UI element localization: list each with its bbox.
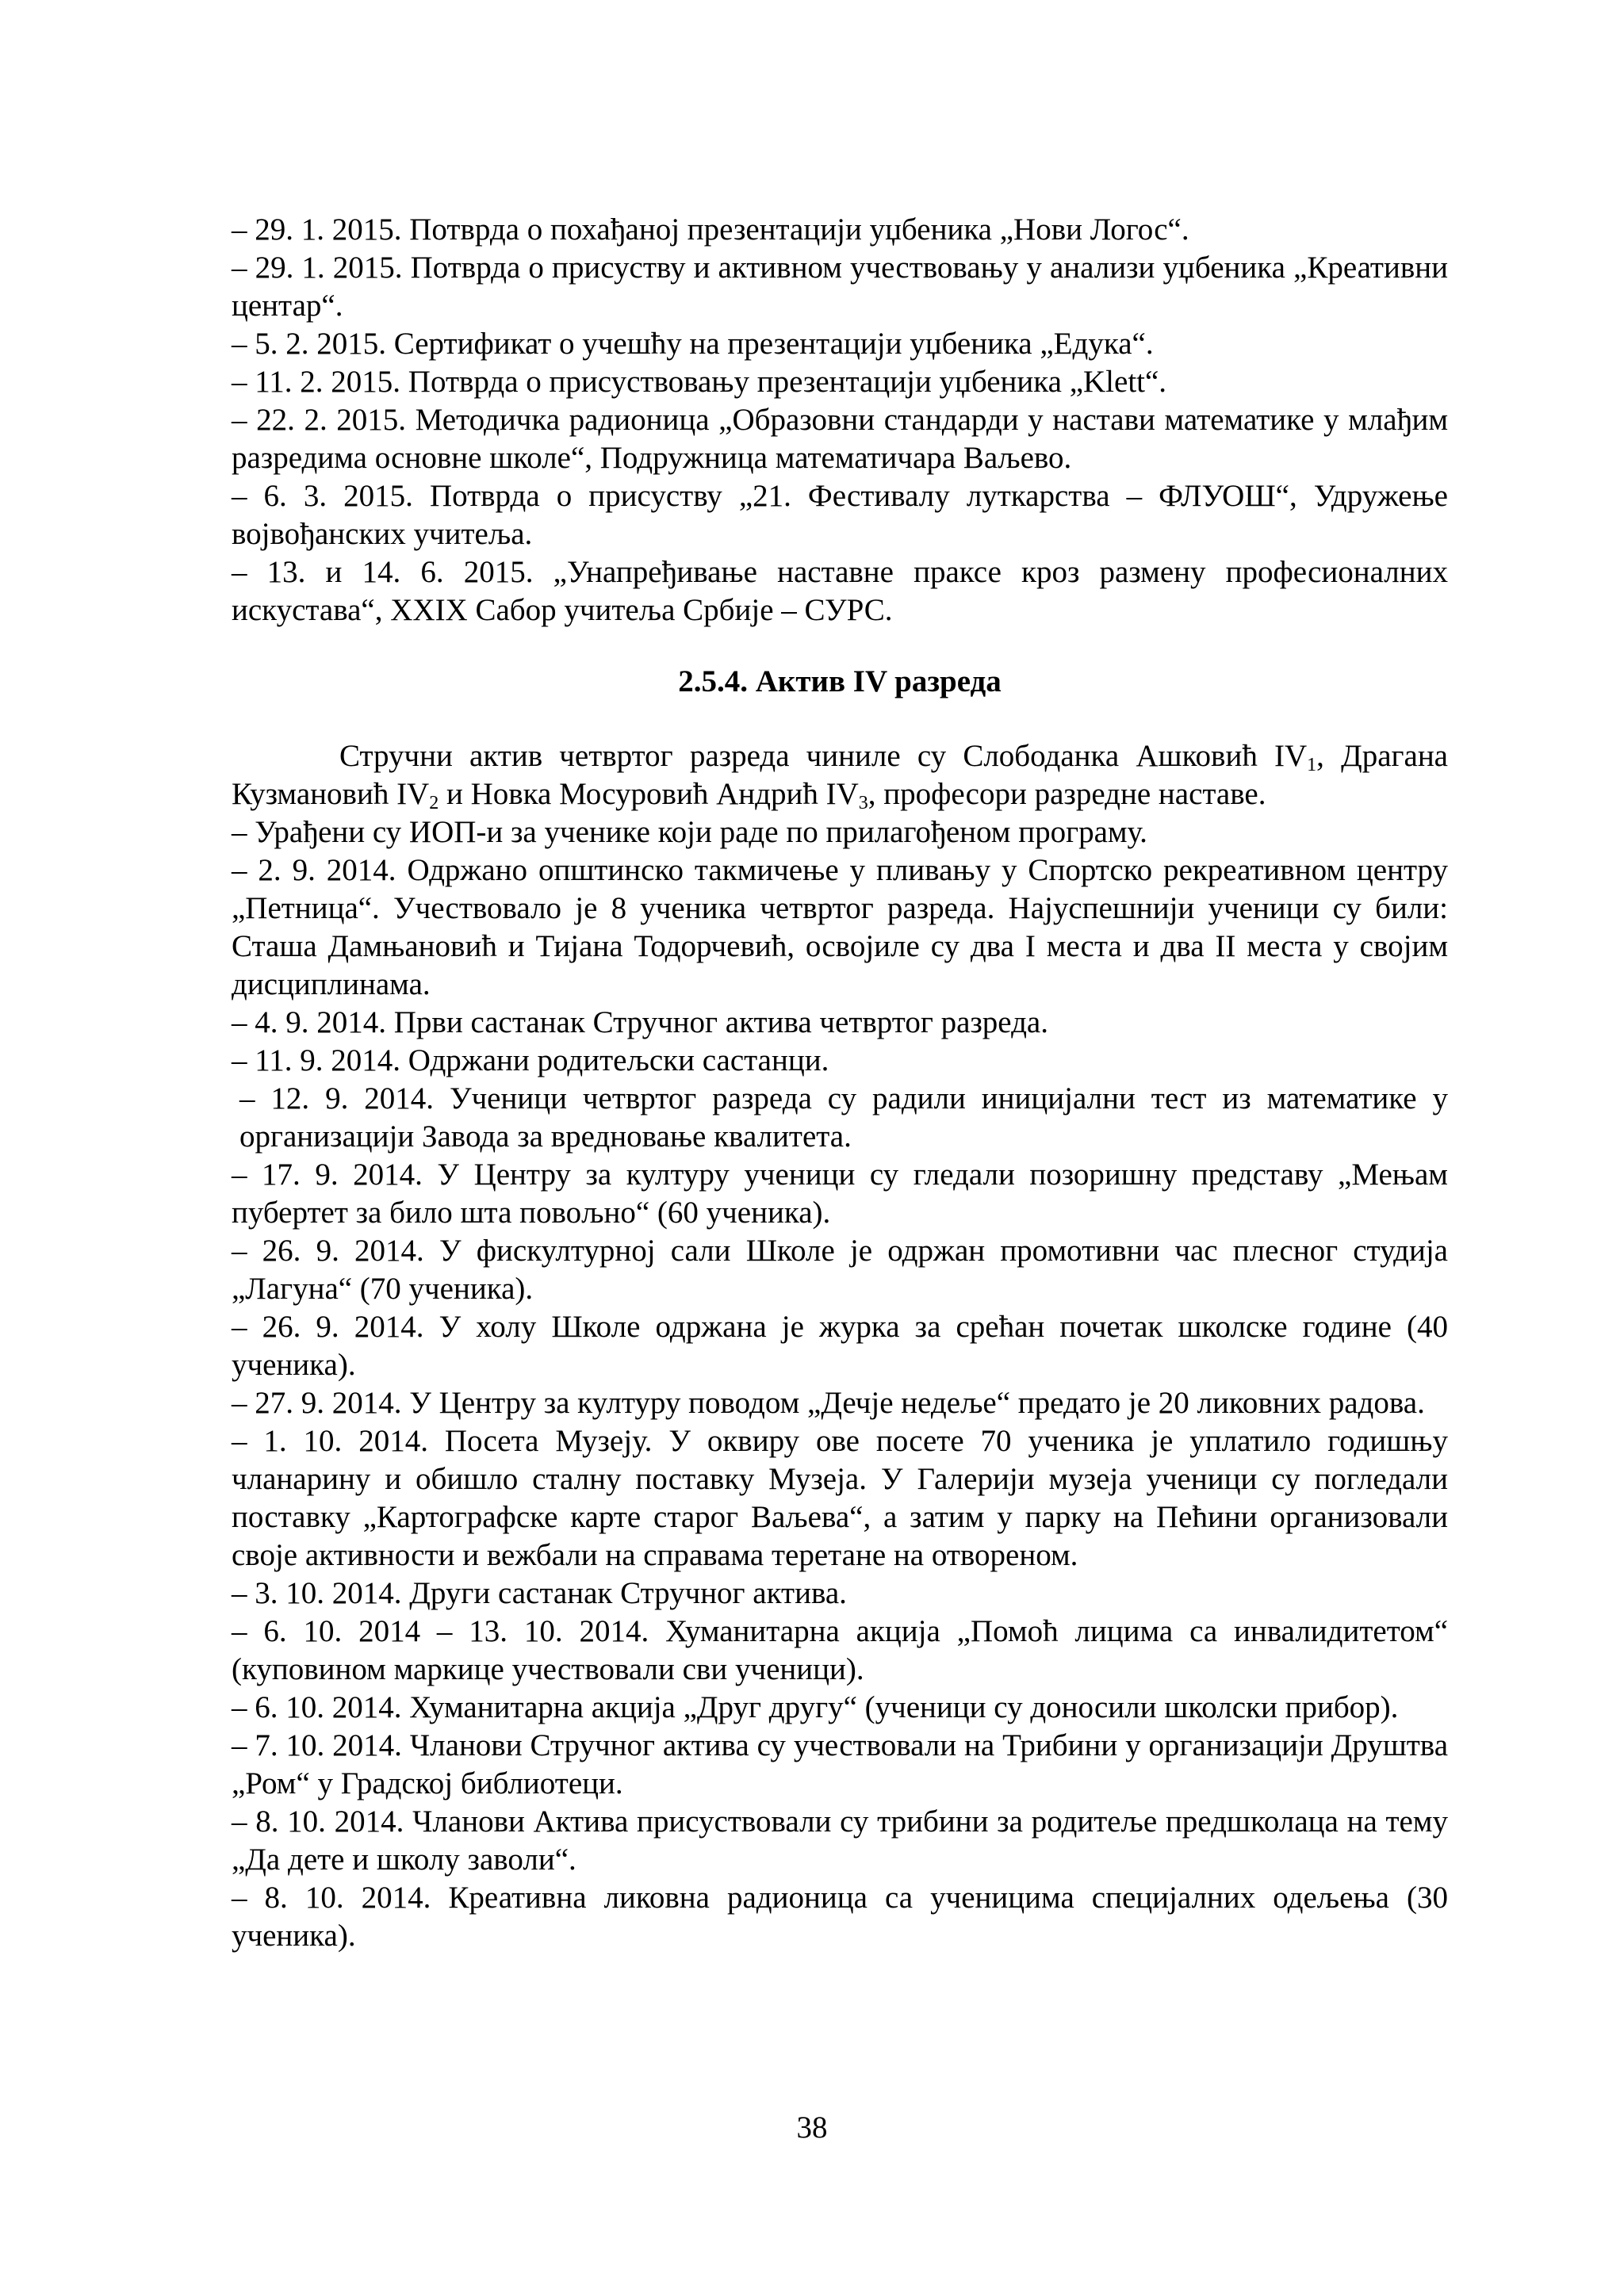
list-item: – 6. 10. 2014. Хуманитарна акција „Друг другу“ (ученици су доносили школски прибор). xyxy=(232,1690,1399,1724)
class-subscript: 1 xyxy=(1307,755,1317,775)
list-item: – 8. 10. 2014. Чланови Актива присуствовали су трибини за родитеље предшколаца на тему „Да дете и школу заволи“. xyxy=(232,1804,1448,1877)
class-subscript: 2 xyxy=(429,793,439,813)
list-item: – 26. 9. 2014. У фискултурној сали Школе је одржан промотивни час плесног студија „Лагуна“ (70 ученика). xyxy=(232,1234,1448,1306)
list-item: – 17. 9. 2014. У Центру за културу ученици су гледали позоришну представу „Мењам пубертет за било шта повољно“ (60 ученика). xyxy=(232,1158,1448,1230)
list-item: – 13. и 14. 6. 2015. „Унапређивање наставне праксе кроз размену професионалних искустава“, XXIX Сабор учитеља Србије – СУРС. xyxy=(232,555,1448,627)
list-item: – 8. 10. 2014. Креативна ликовна радионица са ученицима специјалних одељења (30 ученика). xyxy=(232,1881,1448,1953)
page-body xyxy=(232,211,1448,1955)
intro-text: и Новка Мосуровић Андрић IV xyxy=(439,777,859,811)
class-subscript: 3 xyxy=(858,793,868,813)
list-item: – 7. 10. 2014. Чланови Стручног актива су учествовали на Трибини у организацији Друштва „Ром“ у Градској библиотеци. xyxy=(232,1728,1448,1800)
list-item: – Урађени су ИОП-и за ученике који раде по прилагођеном програму. xyxy=(232,815,1147,849)
intro-paragraph xyxy=(232,737,1448,813)
list-item: – 4. 9. 2014. Први састанак Стручног актива четвртог разреда. xyxy=(232,1005,1048,1039)
page-number: 38 xyxy=(796,2110,828,2145)
intro-text: , Драгана Кузмановић IV xyxy=(232,739,1448,811)
list-item: – 11. 9. 2014. Одржани родитељски састанци. xyxy=(232,1043,829,1077)
list-item: – 12. 9. 2014. Ученици четвртог разреда су радили иницијални тест из математике у организацији Завода за вредновање квалитета. xyxy=(239,1081,1448,1154)
section-heading: 2.5.4. Актив IV разреда xyxy=(678,664,1002,698)
list-item: – 29. 1. 2015. Потврда о присуству и активном учествовању у анализи уџбеника „Креативни центар“. xyxy=(232,251,1448,323)
list-item: – 11. 2. 2015. Потврда о присуствовању презентацији уџбеника „Klett“. xyxy=(232,365,1167,399)
list-item: – 1. 10. 2014. Посета Музеју. У оквиру ове посете 70 ученика је уплатило годишњу чланарину и обишло сталну поставку Музеја. У Галерији музеја ученици су погледали поставку „Картографске карте старог Ваљева“, а затим у парку на Пећини организовали своје активности и вежбали на справама теретане на отвореном. xyxy=(232,1424,1448,1572)
list-item: – 29. 1. 2015. Потврда о похађаној презентацији уџбеника „Нови Логос“. xyxy=(232,212,1189,247)
intro-text: , професори разредне наставе. xyxy=(868,777,1266,811)
list-item: – 26. 9. 2014. У холу Школе одржана је журка за срећан почетак школске године (40 ученика). xyxy=(232,1310,1448,1382)
list-item: – 6. 10. 2014 – 13. 10. 2014. Хуманитарна акција „Помоћ лицима са инвалидитетом“ (куповином маркице учествовали сви ученици). xyxy=(232,1614,1448,1686)
list-item: – 27. 9. 2014. У Центру за културу поводом „Дечје недеље“ предато је 20 ликовних радова. xyxy=(232,1386,1425,1420)
list-item: – 2. 9. 2014. Одржано општинско такмичење у пливању у Спортско рекреативном центру „Петница“. Учествовало је 8 ученика четвртог разреда. Најуспешнији ученици су били: Сташа Дамњановић и Тијана Тодорчевић, освојиле су два I места и два II места у својим дисциплинама. xyxy=(232,853,1448,1001)
list-item: – 5. 2. 2015. Сертификат о учешћу на презентацији уџбеника „Едука“. xyxy=(232,327,1154,361)
list-item: – 22. 2. 2015. Методичка радионица „Образовни стандарди у настави математике у млађим разредима основне школе“, Подружница математичара Ваљево. xyxy=(232,403,1448,475)
list-item: – 3. 10. 2014. Други састанак Стручног актива. xyxy=(232,1576,847,1610)
list-item: – 6. 3. 2015. Потврда о присуству „21. Фестивалу луткарства – ФЛУОШ“, Удружење војвођанских учитеља. xyxy=(232,479,1448,551)
intro-text: Стручни актив четвртог разреда чиниле су Слободанка Ашковић IV xyxy=(339,739,1308,773)
